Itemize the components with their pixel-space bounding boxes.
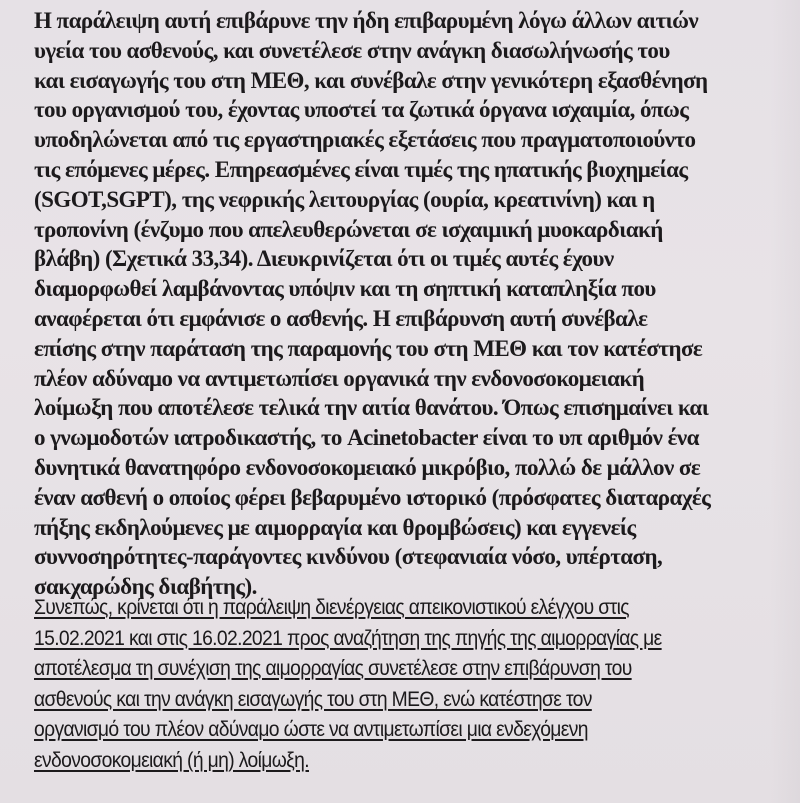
text-line: του οργανισμού του, έχοντας υποστεί τα ζωτικά όργανα ισχαιμία, όπως <box>34 97 689 123</box>
text-line: σακχαρώδης διαβήτης). <box>34 574 257 600</box>
text-line: τροπονίνη (ένζυμο που απελευθερώνεται σε ισχαιμική μυοκαρδιακή <box>34 216 663 242</box>
paragraph-medical-assessment <box>34 6 779 602</box>
paragraph-conclusion-underlined <box>34 593 779 776</box>
text-line: ο γνωμοδοτών ιατροδικαστής, το Acinetobacter είναι το υπ αριθμόν ένα <box>34 425 699 451</box>
text-line: τις επόμενες μέρες. Επηρεασμένες είναι τιμές της ηπατικής βιοχημείας <box>34 156 688 182</box>
text-line: αναφέρεται ότι εμφάνισε ο ασθενής. Η επιβάρυνση αυτή συνέβαλε <box>34 305 648 331</box>
underlined-text-line: ενδονοσοκομειακή (ή μη) λοίμωξη. <box>34 748 309 772</box>
text-line: επίσης στην παράταση της παραμονής του στη ΜΕΘ και τον κατέστησε <box>34 335 703 361</box>
text-line: λοίμωξη που αποτέλεσε τελικά την αιτία θανάτου. Όπως επισημαίνει και <box>34 395 709 421</box>
text-line: πήξης εκδηλούμενες με αιμορραγία και θρομβώσεις) και εγγενείς <box>34 514 636 540</box>
text-line: διαμορφωθεί λαμβάνοντας υπόψιν και τη σηπτική καταπληξία που <box>34 276 656 302</box>
text-line: δυνητικά θανατηφόρο ενδονοσοκομειακό μικρόβιο, πολλώ δε μάλλον σε <box>34 454 701 480</box>
text-line: και εισαγωγής του στη ΜΕΘ, και συνέβαλε στην γενικότερη εξασθένηση <box>34 67 708 93</box>
text-line: υγεία του ασθενούς, και συνετέλεσε στην ανάγκη διασωλήνωσής του <box>34 37 670 63</box>
text-line: πλέον αδύναμο να αντιμετωπίσει οργανικά την ενδονοσοκομειακή <box>34 365 645 391</box>
underlined-text-line: αποτέλεσμα τη συνέχιση της αιμορραγίας συνετέλεσε στην επιβάρυνση του <box>34 657 632 680</box>
underlined-text-line: Συνεπώς, κρίνεται ότι η παράλειψη διενέργειας απεικονιστικού ελέγχου στις <box>34 596 629 619</box>
text-line: έναν ασθενή ο οποίος φέρει βεβαρυμένο ιστορικό (πρόσφατες διαταραχές <box>34 484 711 510</box>
text-line: Η παράλειψη αυτή επιβάρυνε την ήδη επιβαρυμένη λόγω άλλων αιτιών <box>34 8 699 33</box>
text-line: συννοσηρότητες-παράγοντες κινδύνου (στεφανιαία νόσο, υπέρταση, <box>34 544 663 570</box>
underlined-text-line: οργανισμό του πλέον αδύναμο ώστε να αντιμετωπίσει μια ενδεχόμενη <box>34 718 588 741</box>
underlined-text-line: ασθενούς και την ανάγκη εισαγωγής του στη ΜΕΘ, ενώ κατέστησε τον <box>34 687 592 711</box>
text-line: (SGOT,SGPT), της νεφρικής λειτουργίας (ουρία, κρεατινίνη) και η <box>34 186 655 212</box>
underlined-text-line: 15.02.2021 και στις 16.02.2021 προς αναζήτηση της πηγής της αιμορραγίας με <box>34 626 662 650</box>
text-line: βλάβη) (Σχετικά 33,34). Διευκρινίζεται ότι οι τιμές αυτές έχουν <box>34 246 614 272</box>
text-line: υποδηλώνεται από τις εργαστηριακές εξετάσεις που πραγματοποιούντο <box>34 127 696 153</box>
